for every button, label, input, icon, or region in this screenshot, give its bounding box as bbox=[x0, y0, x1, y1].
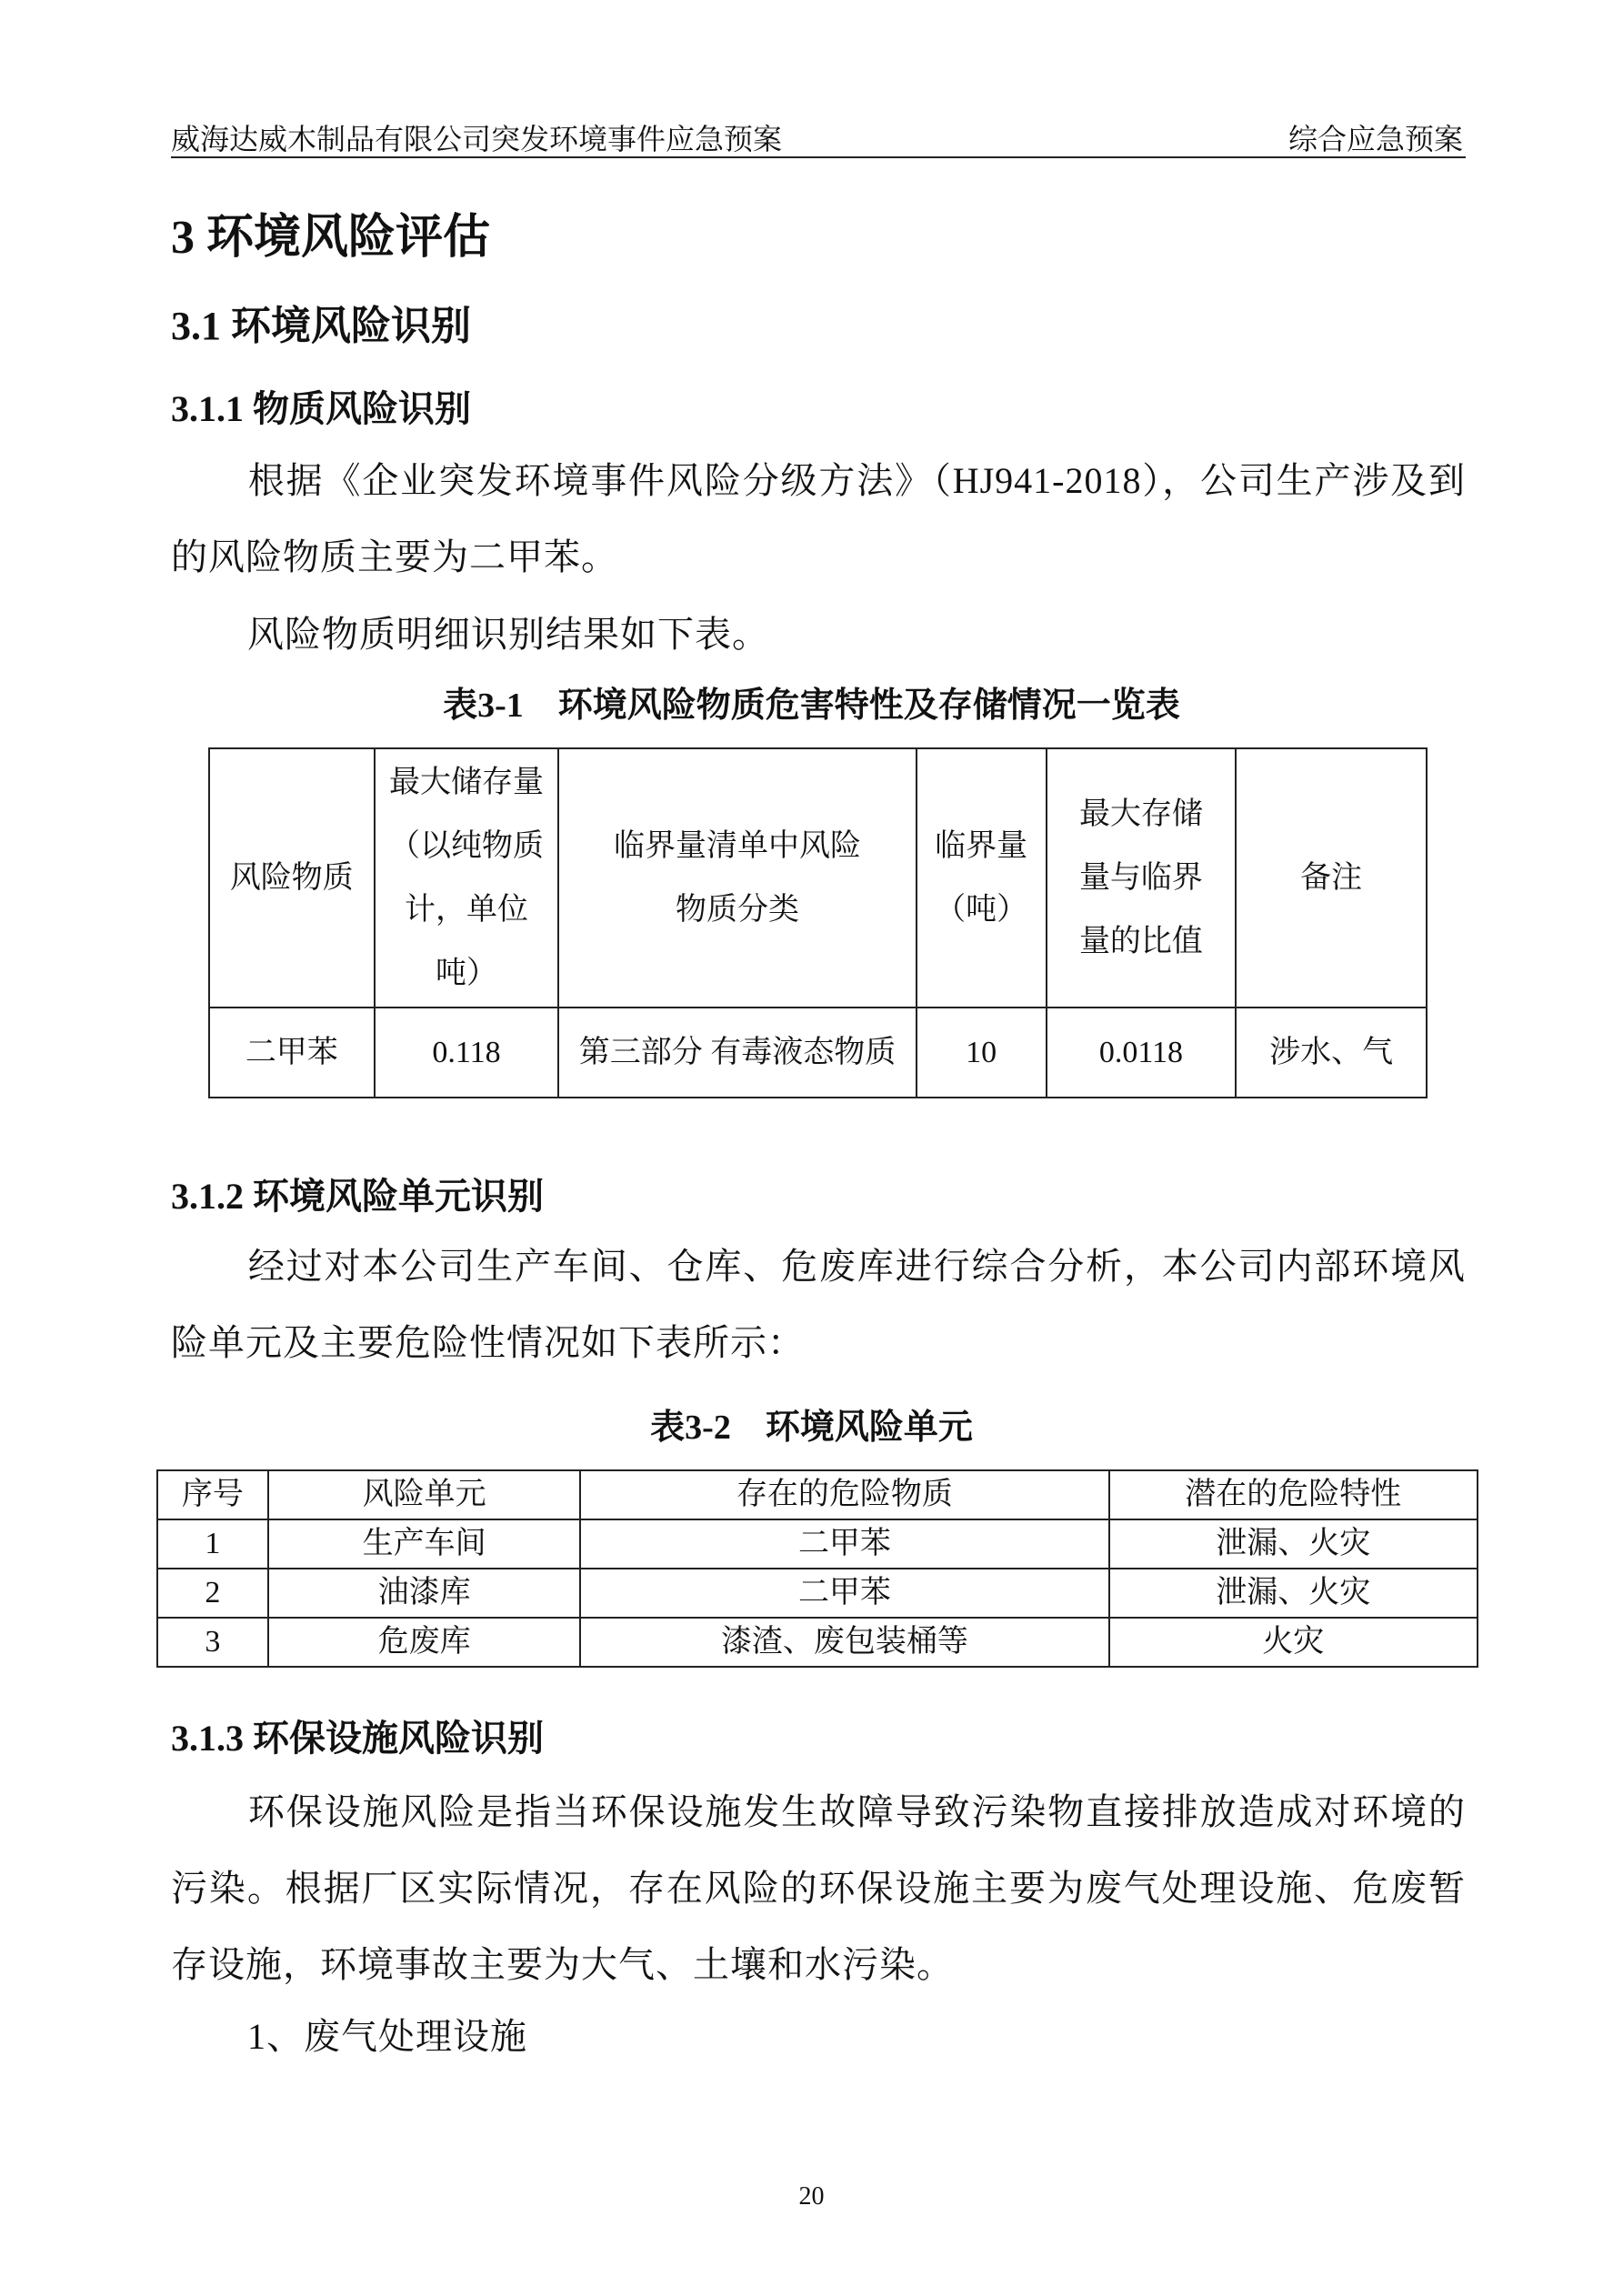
header-section: 综合应急预案 bbox=[1287, 123, 1463, 155]
table-row bbox=[209, 1008, 1427, 1098]
table-cell: 10 bbox=[917, 1008, 1047, 1098]
table-row bbox=[157, 1519, 1478, 1569]
table-header: 最大存储量与临界量的比值 bbox=[1047, 748, 1237, 1008]
paragraph-text: 环保设施风险是指当环保设施发生故障导致污染物直接排放造成对环境的污染。根据厂区实际情况，存在风险的环保设施主要为废气处理设施、危废暂存设施，环境事故主要为大气、土壤和水污染。 bbox=[171, 1791, 1466, 1985]
table-cell: 生产车间 bbox=[268, 1519, 581, 1569]
subsection-heading-313: 3.1.3 环保设施风险识别 bbox=[171, 1718, 544, 1759]
table-header: 临界量（吨） bbox=[917, 748, 1047, 1008]
table-cell: 二甲苯 bbox=[580, 1519, 1108, 1569]
paragraph bbox=[171, 443, 1466, 596]
header-divider bbox=[171, 156, 1466, 158]
table-cell: 0.118 bbox=[375, 1008, 559, 1098]
page-number: 20 bbox=[798, 2182, 825, 2211]
paragraph bbox=[171, 1228, 1466, 1381]
table-cell: 二甲苯 bbox=[580, 1569, 1108, 1618]
table-cell: 涉水、气 bbox=[1236, 1008, 1427, 1098]
paragraph-text: 1、废气处理设施 bbox=[247, 2016, 527, 2057]
paragraph-text: 风险物质明细识别结果如下表。 bbox=[247, 614, 769, 655]
header-title: 威海达威木制品有限公司突发环境事件应急预案 bbox=[171, 123, 783, 155]
paragraph-text: 经过对本公司生产车间、仓库、危废库进行综合分析，本公司内部环境风险单元及主要危险性情况如下表所示： bbox=[171, 1246, 1466, 1363]
paragraph-text: 根据《企业突发环境事件风险分级方法》（HJ941-2018），公司生产涉及到的风险物质主要为二甲苯。 bbox=[171, 460, 1466, 577]
table-cell: 3 bbox=[157, 1618, 268, 1667]
table-cell: 1 bbox=[157, 1519, 268, 1569]
table-header: 存在的危险物质 bbox=[580, 1470, 1108, 1519]
table-cell: 泄漏、火灾 bbox=[1109, 1569, 1478, 1618]
table-cell: 第三部分 有毒液态物质 bbox=[558, 1008, 916, 1098]
table-header-row bbox=[209, 748, 1427, 1008]
table-header: 潜在的危险特性 bbox=[1109, 1470, 1478, 1519]
table-header-row bbox=[157, 1470, 1478, 1519]
table-header: 临界量清单中风险物质分类 bbox=[558, 748, 916, 1008]
subsection-heading-311: 3.1.1 物质风险识别 bbox=[171, 388, 471, 429]
table-cell: 火灾 bbox=[1109, 1618, 1478, 1667]
table-cell: 2 bbox=[157, 1569, 268, 1618]
table-cell: 漆渣、废包装桶等 bbox=[580, 1618, 1108, 1667]
table-row bbox=[157, 1569, 1478, 1618]
risk-unit-table bbox=[156, 1469, 1478, 1668]
table-header: 备注 bbox=[1236, 748, 1427, 1008]
section-heading: 3.1 环境风险识别 bbox=[171, 304, 471, 348]
paragraph bbox=[171, 1999, 1466, 2075]
table-cell: 危废库 bbox=[268, 1618, 581, 1667]
table-cell: 油漆库 bbox=[268, 1569, 581, 1618]
table-header: 最大储存量（以纯物质计，单位吨） bbox=[375, 748, 559, 1008]
table-cell: 0.0118 bbox=[1047, 1008, 1237, 1098]
chapter-heading: 3 环境风险评估 bbox=[171, 212, 491, 264]
table-header: 序号 bbox=[157, 1470, 268, 1519]
table-header: 风险单元 bbox=[268, 1470, 581, 1519]
paragraph bbox=[171, 597, 1466, 673]
table-row bbox=[157, 1618, 1478, 1667]
table-cell: 二甲苯 bbox=[209, 1008, 375, 1098]
risk-substance-table bbox=[208, 747, 1428, 1098]
subsection-heading-312: 3.1.2 环境风险单元识别 bbox=[171, 1176, 544, 1217]
table-caption: 表3-1 环境风险物质危害特性及存储情况一览表 bbox=[443, 687, 1180, 725]
table-header: 风险物质 bbox=[209, 748, 375, 1008]
table-caption: 表3-2 环境风险单元 bbox=[650, 1409, 973, 1447]
table-cell: 泄漏、火灾 bbox=[1109, 1519, 1478, 1569]
paragraph bbox=[171, 1774, 1466, 2003]
